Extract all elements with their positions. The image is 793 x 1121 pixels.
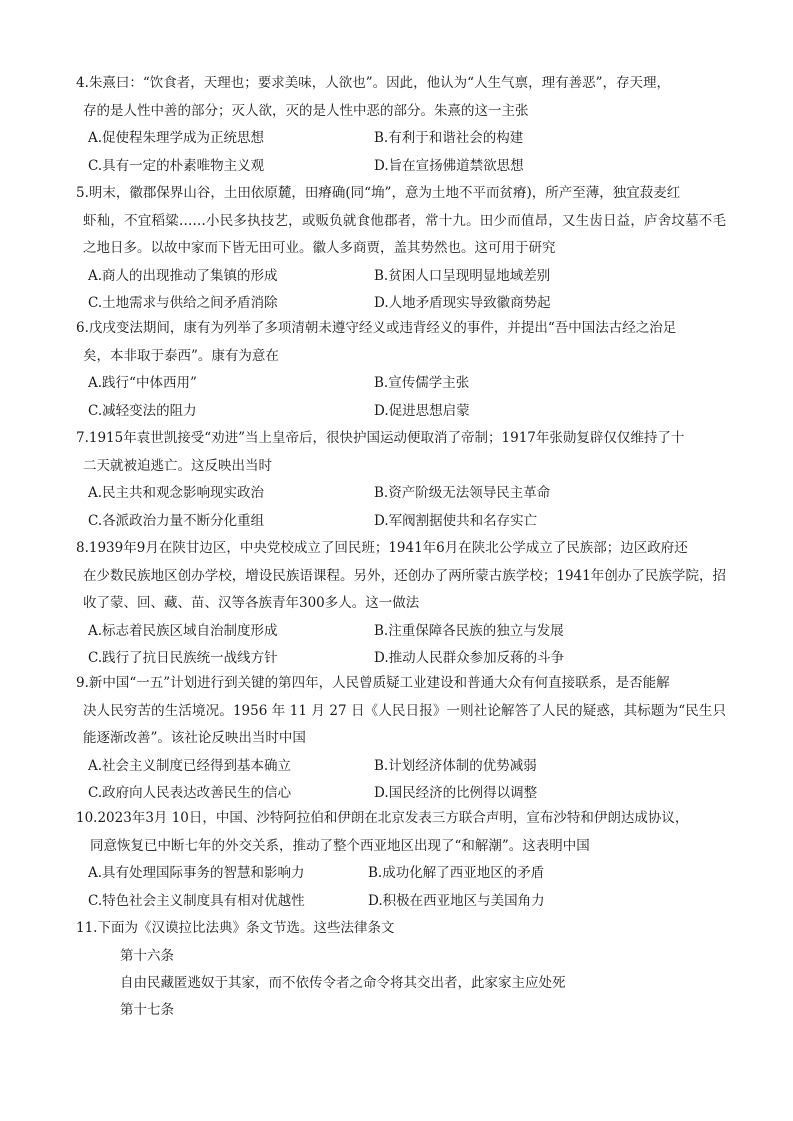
- stem-continuation: 在少数民族地区创办学校，增设民族语课程。另外，还创办了两所蒙古族学校；1941年创办了民族学院，招收了蒙、回、藏、苗、汉等各族青年300多人。这一做法: [83, 567, 726, 611]
- question-stem: [76, 425, 726, 480]
- option-b: B.成功化解了西亚地区的矛盾: [368, 865, 545, 881]
- options-row: [76, 860, 726, 888]
- option-b: B.资产阶级无法领导民主革命: [374, 485, 551, 501]
- question-7: [76, 425, 726, 535]
- option-c: C.减轻变法的阻力: [88, 402, 197, 419]
- question-stem: [76, 805, 726, 860]
- stem-line: 4.朱熹曰：“饮食者，天理也；要求美味，人欲也”。因此，他认为“人生气禀，理有善恶”，存天理，: [76, 75, 670, 91]
- options-row: [76, 753, 726, 781]
- options-row: [76, 125, 726, 153]
- option-d: D.旨在宣扬佛道禁欲思想: [374, 157, 524, 174]
- option-b: B.宣传儒学主张: [374, 375, 470, 391]
- options-row: [76, 888, 726, 916]
- question-6: [76, 315, 726, 425]
- option-d: D.推动人民群众参加反蒋的斗争: [374, 650, 565, 666]
- stem-continuation: 二天就被迫逃亡。这反映出当时: [83, 457, 272, 474]
- options-row: [76, 645, 726, 673]
- question-5: [76, 180, 726, 318]
- option-a: A.商人的出现推动了集镇的形成: [88, 267, 278, 284]
- question-stem: [76, 915, 726, 943]
- article-16-text: 自由民藏匿逃奴于其家，而不依传令者之命令将其交出者，此家家主应处死: [120, 975, 566, 991]
- option-d: D.国民经济的比例得以调整: [374, 785, 538, 801]
- option-c: C.具有一定的朴素唯物主义观: [88, 157, 265, 174]
- options-row: [76, 398, 726, 426]
- options-row: [76, 263, 726, 291]
- stem-line: 10.2023年3月 10日，中国、沙特阿拉伯和伊朗在北京发表三方联合声明，宣布沙特和伊朗达成协议，: [76, 810, 689, 826]
- option-d: D.人地矛盾现实导致徽商势起: [374, 295, 551, 311]
- stem-line: 6.戊戌变法期间，康有为列举了多项清朝未遵守经义或违背经义的事件，并提出“吾中国法古经之治足: [76, 320, 677, 336]
- article-16-title: 第十六条: [120, 948, 174, 964]
- option-a: A.标志着民族区域自治制度形成: [88, 622, 278, 639]
- option-c: C.政府向人民表达改善民生的信心: [88, 785, 292, 801]
- option-b: B.注重保障各民族的独立与发展: [374, 622, 564, 639]
- question-stem: [76, 315, 726, 370]
- option-a: A.民主共和观念影响现实政治: [88, 485, 265, 501]
- options-row: [76, 370, 726, 398]
- option-a: A.具有处理国际事务的智慧和影响力: [88, 865, 305, 881]
- question-11: [76, 915, 726, 943]
- stem-line: 5.明末，徽郡保界山谷，土田依原麓，田瘠确(同“埆”，意为土地不平而贫瘠)，所产至薄，独宜菽麦红: [76, 185, 681, 201]
- stem-continuation: 存的是人性中善的部分；灭人欲，灭的是人性中恶的部分。朱熹的这一主张: [83, 102, 529, 119]
- stem-continuation: 矣，本非取于泰西”。康有为意在: [83, 347, 279, 364]
- option-a: A.促使程朱理学成为正统思想: [88, 130, 265, 146]
- options-row: [76, 290, 726, 318]
- question-stem: [76, 670, 726, 753]
- article-17-title: 第十七条: [120, 1002, 174, 1018]
- stem-line: 8.1939年9月在陕甘边区，中央党校成立了回民班；1941年6月在陕北公学成立了民族部；边区政府还: [76, 540, 688, 556]
- question-stem: [76, 70, 726, 125]
- stem-continuation: 决人民穷苦的生活境况。1956 年 11 月 27 日《人民日报》一则社论解答了人民的疑惑，其标题为“民生只能逐渐改善”。该社论反映出当时中国: [83, 702, 726, 746]
- question-8: [76, 535, 726, 673]
- options-row: [76, 508, 726, 536]
- stem-continuation: 同意恢复已中断七年的外交关系，推动了整个西亚地区出现了“和解潮”。这表明中国: [90, 837, 590, 854]
- option-d: D.军阀割据使共和名存实亡: [374, 512, 538, 529]
- stem-continuation: 虾秈，不宜稻粱……小民多执技艺，或贩负就食他郡者，常十九。田少而值昂，又生齿日益，庐舍坟墓不毛之地日多。以故中家而下皆无田可业。徽人多商贾，盖其势然也。这可用于研究: [83, 212, 726, 256]
- question-stem: [76, 535, 726, 618]
- option-b: B.贫困人口呈现明显地域差别: [374, 267, 551, 284]
- option-c: C.践行了抗日民族统一战线方针: [88, 650, 278, 666]
- option-d: D.积极在西亚地区与美国角力: [368, 892, 545, 909]
- question-4: [76, 70, 726, 180]
- options-row: [76, 153, 726, 181]
- option-c: C.特色社会主义制度具有相对优越性: [88, 892, 305, 909]
- options-row: [76, 480, 726, 508]
- option-b: B.有利于和谐社会的构建: [374, 130, 524, 146]
- option-d: D.促进思想启蒙: [374, 402, 470, 419]
- stem-line: 11.下面为《汉谟拉比法典》条文节选。这些法律条文: [76, 920, 395, 936]
- question-stem: [76, 180, 726, 263]
- option-a: A.社会主义制度已经得到基本确立: [88, 757, 292, 774]
- option-c: C.各派政治力量不断分化重组: [88, 512, 265, 529]
- option-b: B.计划经济体制的优势减弱: [374, 757, 537, 774]
- options-row: [76, 618, 726, 646]
- stem-line: 7.1915年袁世凯接受“劝进”当上皇帝后，很快护国运动便取消了帝制；1917年张勋复辟仅仅维持了十: [76, 430, 685, 446]
- question-10: [76, 805, 726, 915]
- option-c: C.土地需求与供给之间矛盾消除: [88, 295, 278, 311]
- question-9: [76, 670, 726, 808]
- option-a: A.践行“中体西用”: [88, 375, 197, 391]
- options-row: [76, 780, 726, 808]
- stem-line: 9.新中国“一五”计划进行到关键的第四年，人民曾质疑工业建设和普通大众有何直接联系，是否能解: [76, 675, 670, 691]
